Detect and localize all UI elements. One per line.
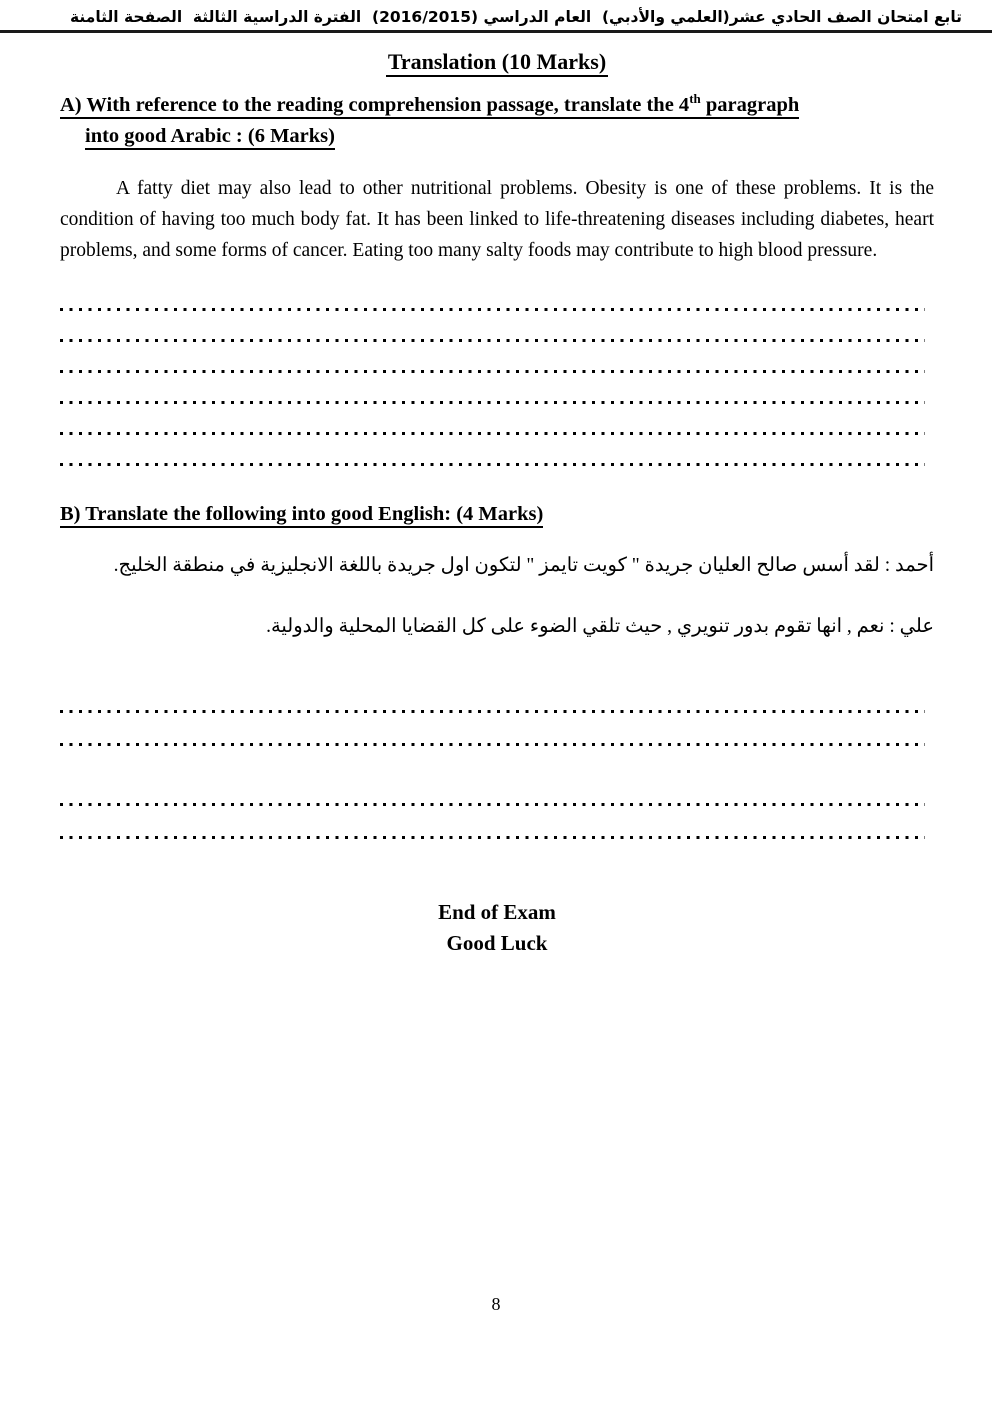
translation-passage: A fatty diet may also lead to other nutritional problems. Obesity is one of these problems. It is the condition of having too much body fat. It has been linked to life-threatening diseases including diabetes, heart problems, and some forms of cancer. Eating too many salty foods may contribute to high blood pressure. — [60, 178, 934, 261]
arabic-sentence-ahmed: أحمد : لقد أسس صالح العليان جريدة " كويت تايمز " لتكون اول جريدة باللغة الانجليزية في منطقة الخليج. — [113, 555, 934, 576]
good-luck-text: Good Luck — [446, 931, 548, 955]
answer-line — [60, 806, 925, 839]
end-of-exam-block — [60, 897, 934, 959]
part-b-answer-lines-group2 — [60, 773, 934, 839]
header-page-label: الصفحة الثامنة — [70, 8, 183, 26]
part-b-heading — [60, 503, 934, 526]
part-a-heading — [60, 90, 934, 152]
answer-line — [60, 435, 925, 466]
answer-line — [60, 311, 925, 342]
answer-line — [60, 713, 925, 746]
part-a-answer-lines — [60, 280, 934, 466]
part-b-answer-lines-group1 — [60, 680, 934, 746]
end-of-exam-text: End of Exam — [438, 900, 556, 924]
header-academic-year: العام الدراسي (2016/2015) — [371, 8, 592, 26]
answer-line — [60, 680, 925, 713]
part-a-heading-text1: A) With reference to the reading comprehension passage, translate the 4 — [60, 94, 690, 116]
arabic-sentence-ali: علي : نعم , انها تقوم بدور تنويري , حيث تلقي الضوء على كل القضايا المحلية والدولية. — [266, 616, 934, 637]
page-header — [0, 0, 992, 33]
page-number: 8 — [491, 1294, 501, 1314]
answer-line — [60, 280, 925, 311]
part-a-heading-line1 — [60, 90, 934, 121]
header-period: الفترة الدراسية الثالثة — [192, 8, 362, 26]
header-exam-title: تابع امتحان الصف الحادي عشر(العلمي والأدبي) — [601, 8, 962, 26]
answer-line — [60, 342, 925, 373]
part-a-heading-line2 — [60, 121, 934, 152]
answer-line — [60, 773, 925, 806]
section-title-text: Translation (10 Marks) — [386, 49, 608, 77]
answer-line — [60, 373, 925, 404]
page-content — [0, 49, 992, 959]
answer-line — [60, 404, 925, 435]
part-b-heading-text: B) Translate the following into good English: (4 Marks) — [60, 503, 543, 528]
part-a-heading-text3: into good Arabic : (6 Marks) — [85, 125, 335, 150]
ordinal-superscript: th — [689, 91, 701, 107]
section-title — [60, 49, 934, 75]
part-a-heading-text2: paragraph — [700, 94, 800, 116]
